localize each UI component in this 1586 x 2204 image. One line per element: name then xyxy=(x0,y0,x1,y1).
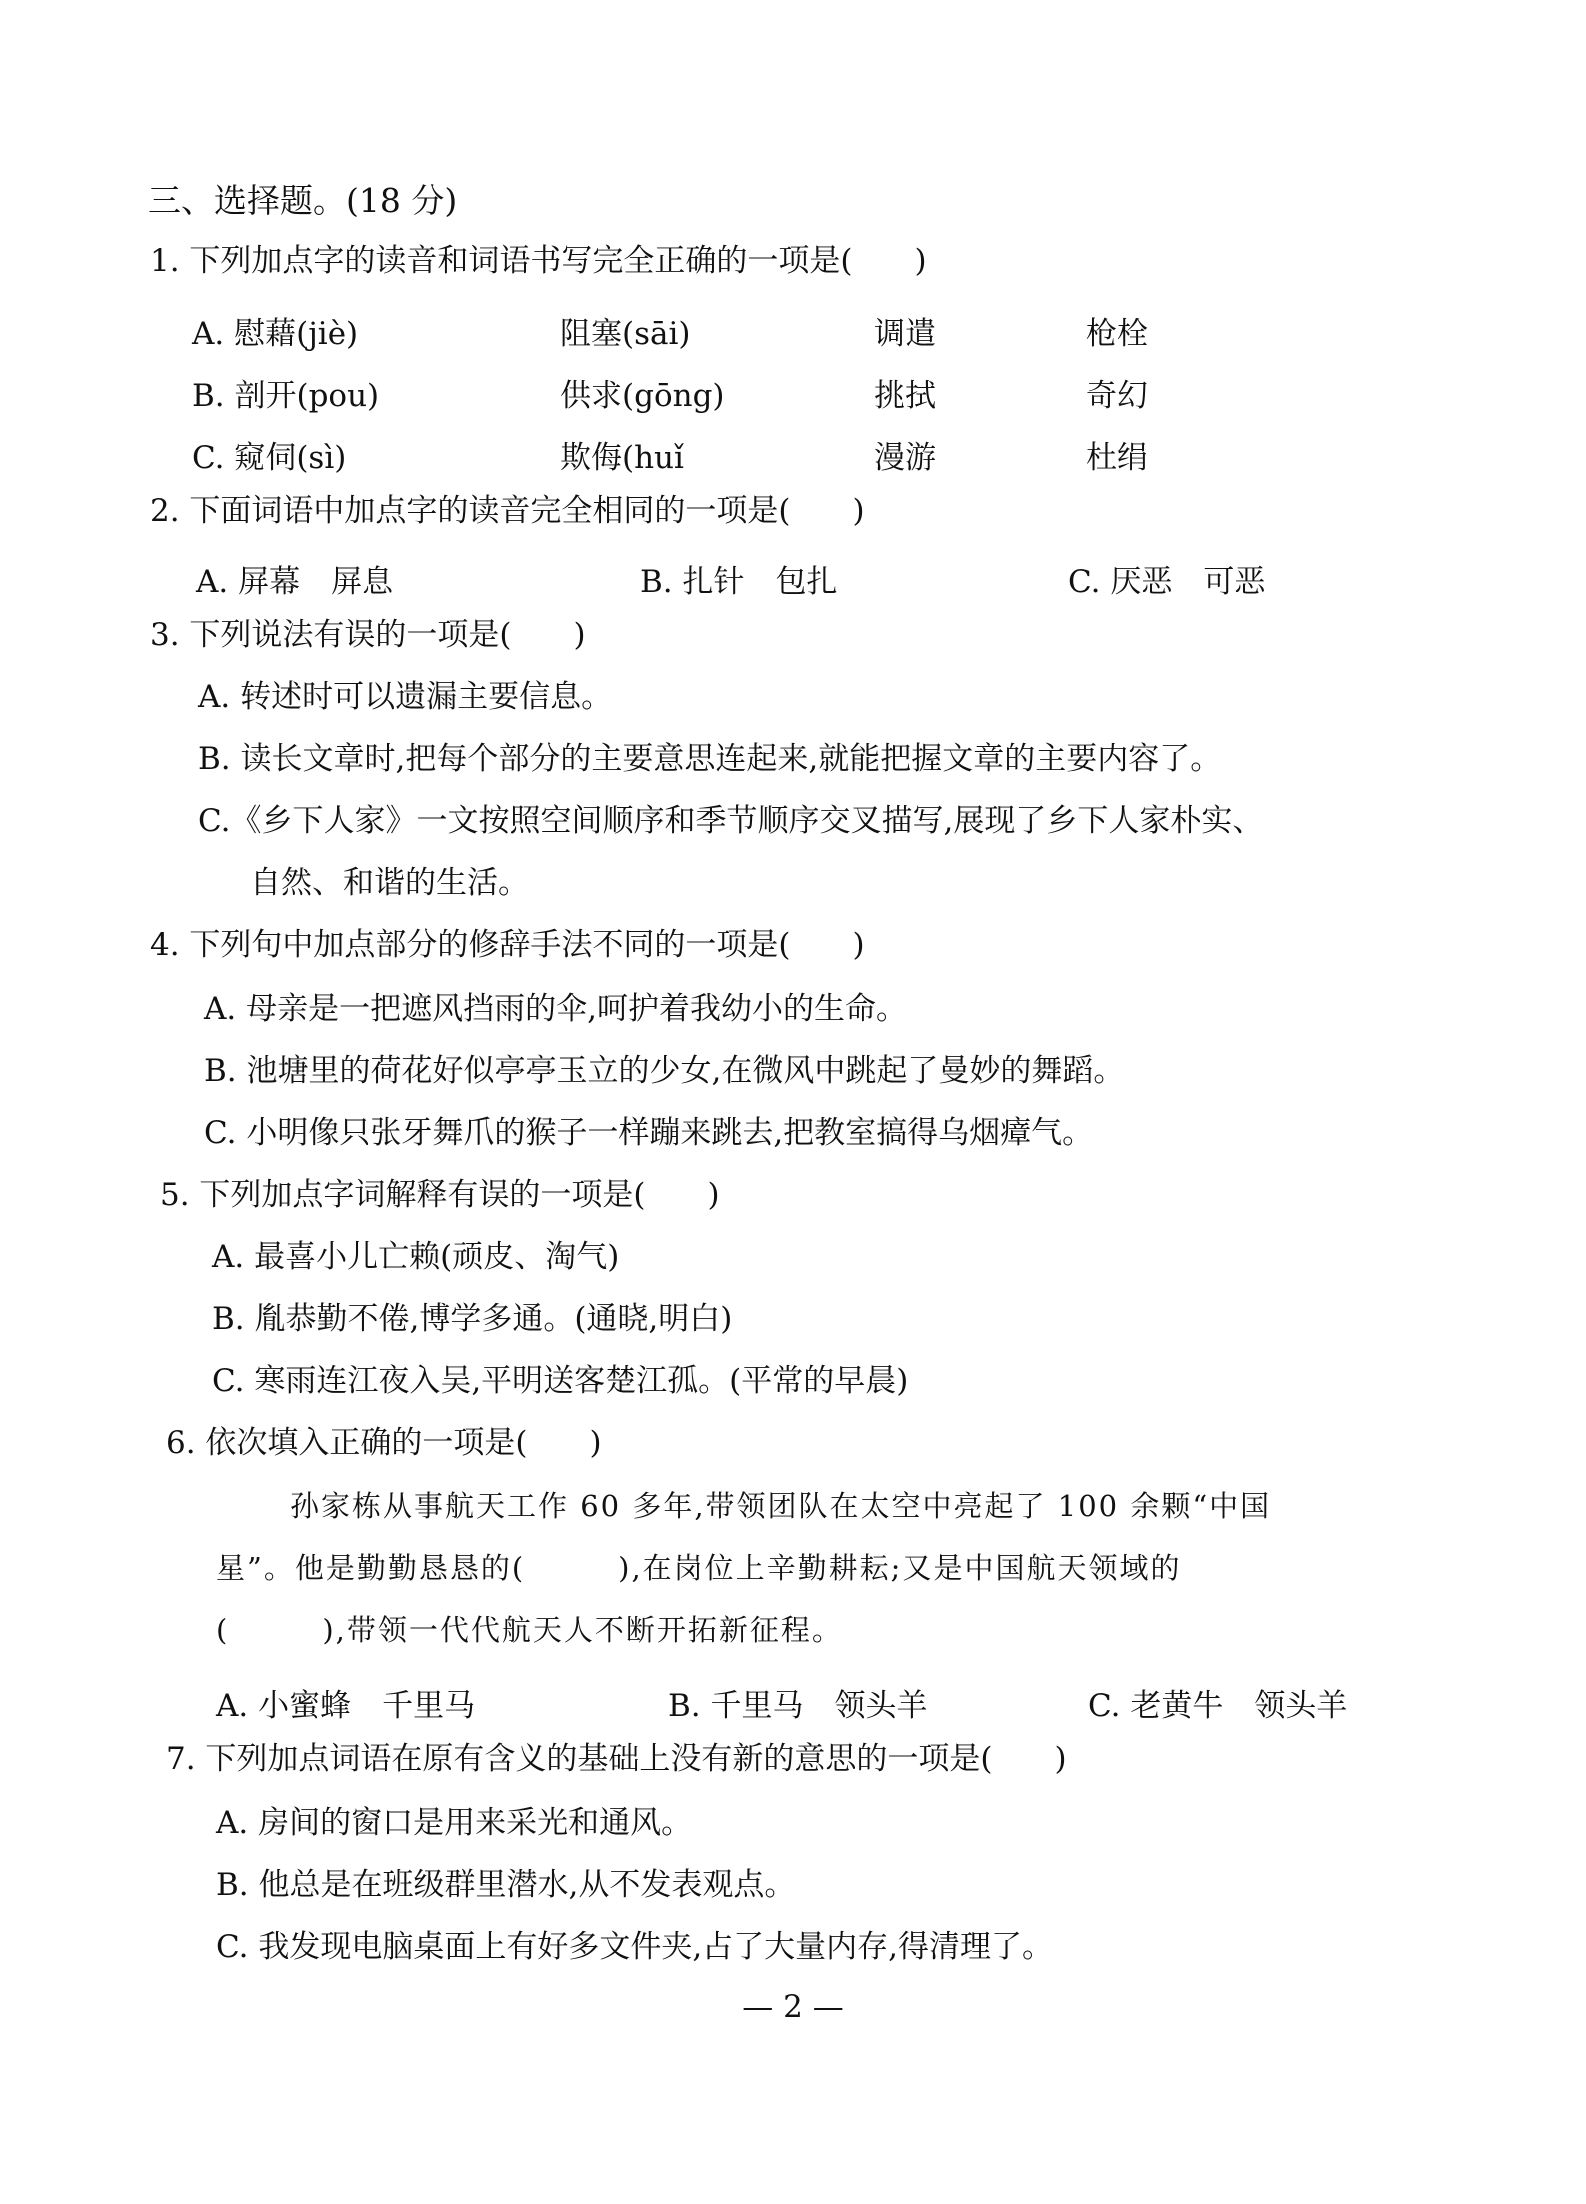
question-6-stem: 6. 依次填入正确的一项是( ) xyxy=(166,1425,602,1461)
page-number: — 2 — xyxy=(742,1989,844,2025)
q4-option-c: C. 小明像只张牙舞爪的猴子一样蹦来跳去,把教室搞得乌烟瘴气。 xyxy=(204,1115,1094,1151)
q1-row-b-col-2: 供求(gōng) xyxy=(560,378,725,414)
q7-option-a: A. 房间的窗口是用来采光和通风。 xyxy=(216,1805,693,1841)
q1-row-b-col-4: 奇幻 xyxy=(1086,378,1148,414)
q3-option-a: A. 转述时可以遗漏主要信息。 xyxy=(198,679,613,715)
q1-row-b-col-3: 挑拭 xyxy=(874,378,936,414)
q2-option-c: C. 厌恶 可恶 xyxy=(1068,564,1266,600)
q5-option-b: B. 胤恭勤不倦,博学多通。(通晓,明白) xyxy=(212,1301,733,1337)
q7-option-c: C. 我发现电脑桌面上有好多文件夹,占了大量内存,得清理了。 xyxy=(216,1929,1054,1965)
q2-option-b: B. 扎针 包扎 xyxy=(640,564,838,600)
q6-passage-line-2: 星”。他是勤勤恳恳的( ),在岗位上辛勤耕耘;又是中国航天领域的 xyxy=(216,1551,1182,1585)
q6-passage-line-3: ( ),带领一代代航天人不断开拓新征程。 xyxy=(216,1613,843,1647)
q6-passage-line-1: 孙家栋从事航天工作 60 多年,带领团队在太空中亮起了 100 余颗“中国 xyxy=(290,1489,1272,1523)
q1-row-a-col-2: 阻塞(sāi) xyxy=(560,316,691,352)
q1-row-a-col-3: 调遣 xyxy=(874,316,936,352)
question-1-stem: 1. 下列加点字的读音和词语书写完全正确的一项是( ) xyxy=(150,243,927,279)
q3-option-b: B. 读长文章时,把每个部分的主要意思连起来,就能把握文章的主要内容了。 xyxy=(198,741,1222,777)
question-7-stem: 7. 下列加点词语在原有含义的基础上没有新的意思的一项是( ) xyxy=(166,1741,1067,1777)
q3-option-c: C.《乡下人家》一文按照空间顺序和季节顺序交叉描写,展现了乡下人家朴实、 xyxy=(198,803,1264,839)
q1-row-a-col-1: A. 慰藉(jiè) xyxy=(192,316,359,352)
question-3-stem: 3. 下列说法有误的一项是( ) xyxy=(150,617,586,653)
q1-row-a-col-4: 枪栓 xyxy=(1086,316,1148,352)
q1-row-b-col-1: B. 剖开(pou) xyxy=(192,378,380,414)
q4-option-b: B. 池塘里的荷花好似亭亭玉立的少女,在微风中跳起了曼妙的舞蹈。 xyxy=(204,1053,1125,1089)
q6-option-a: A. 小蜜蜂 千里马 xyxy=(216,1688,476,1724)
q6-option-c: C. 老黄牛 领头羊 xyxy=(1088,1688,1348,1724)
q6-option-b: B. 千里马 领头羊 xyxy=(668,1688,928,1724)
q5-option-c: C. 寒雨连江夜入吴,平明送客楚江孤。(平常的早晨) xyxy=(212,1363,909,1399)
q2-option-a: A. 屏幕 屏息 xyxy=(196,564,394,600)
q1-row-c-col-4: 杜绢 xyxy=(1086,440,1148,476)
question-2-stem: 2. 下面词语中加点字的读音完全相同的一项是( ) xyxy=(150,493,865,529)
q1-row-c-col-3: 漫游 xyxy=(874,440,936,476)
q1-row-c-col-1: C. 窥伺(sì) xyxy=(192,440,347,476)
q7-option-b: B. 他总是在班级群里潜水,从不发表观点。 xyxy=(216,1867,796,1903)
q3-option-c-continued: 自然、和谐的生活。 xyxy=(250,865,529,901)
section-title: 三、选择题。(18 分) xyxy=(148,181,458,220)
question-4-stem: 4. 下列句中加点部分的修辞手法不同的一项是( ) xyxy=(150,927,865,963)
question-5-stem: 5. 下列加点字词解释有误的一项是( ) xyxy=(160,1177,720,1213)
q5-option-a: A. 最喜小儿亡赖(顽皮、淘气) xyxy=(212,1239,620,1275)
q4-option-a: A. 母亲是一把遮风挡雨的伞,呵护着我幼小的生命。 xyxy=(204,991,907,1027)
q1-row-c-col-2: 欺侮(huǐ xyxy=(560,440,684,476)
